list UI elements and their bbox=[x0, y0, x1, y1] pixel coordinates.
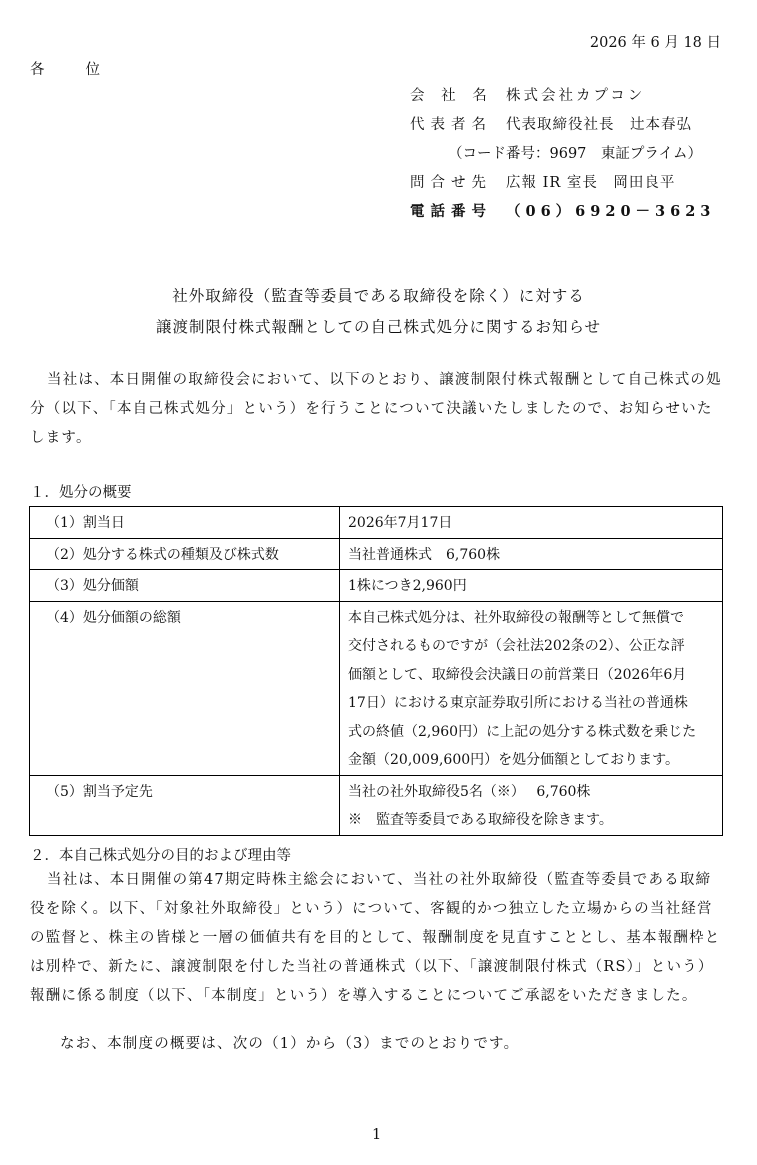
section2-paragraph-2: なお、本制度の概要は、次の（1）から（3）までのとおりです。 bbox=[60, 1036, 520, 1052]
table-row bbox=[30, 775, 723, 835]
table-row bbox=[30, 507, 723, 539]
row-value: 当社普通株式 6,760株 bbox=[340, 538, 723, 570]
section1-heading: １．処分の概要 bbox=[30, 485, 132, 501]
row-value: 2026年7月17日 bbox=[340, 507, 723, 539]
intro-paragraph: 当社は、本日開催の取締役会において、以下のとおり、譲渡制限付株式報酬として自己株式の処分（以下、「本自己株式処分」という）を行うことについて決議いたしましたので、お知らせいたします。 bbox=[30, 372, 722, 446]
row-label: （3）処分価額 bbox=[30, 570, 340, 602]
row-value: 1株につき2,960円 bbox=[340, 570, 723, 602]
document-date: 2026 年 6 月 18 日 bbox=[589, 35, 721, 51]
company-name-label: 会 社 名 bbox=[410, 88, 493, 104]
value-line: 交付されるものですが（会社法202条の2）、公正な評 bbox=[348, 638, 685, 654]
contact-label: 問合せ先 bbox=[410, 175, 492, 191]
value-line: 金額（20,009,600円）を処分価額としております。 bbox=[348, 752, 680, 768]
row-value bbox=[340, 601, 723, 775]
table-row bbox=[30, 570, 723, 602]
phone-label: 電話番号 bbox=[410, 203, 492, 220]
stock-code: （コード番号：9697 東証プライム） bbox=[448, 146, 702, 162]
representative-label: 代表者名 bbox=[410, 117, 492, 133]
title-line-2: 譲渡制限付株式報酬としての自己株式処分に関するお知らせ bbox=[155, 318, 602, 336]
value-line: 当社の社外取締役5名（※） 6,760株 bbox=[348, 783, 591, 800]
page-number: 1 bbox=[372, 1127, 382, 1143]
table-row bbox=[30, 601, 723, 775]
value-line: 式の終値（2,960円）に上記の処分する株式数を乗じた bbox=[348, 723, 697, 740]
value-line: 本自己株式処分は、社外取締役の報酬等として無償で bbox=[348, 609, 684, 626]
table-row bbox=[30, 538, 723, 570]
row-label: （5）割当予定先 bbox=[30, 775, 340, 835]
value-line: 価額として、取締役会決議日の前営業日（2026年6月 bbox=[348, 666, 687, 683]
addressee: 各 位 bbox=[30, 62, 104, 78]
company-info-block bbox=[410, 80, 715, 225]
section2-heading: ２．本自己株式処分の目的および理由等 bbox=[30, 848, 291, 864]
phone-value: （06）6920－3623 bbox=[506, 203, 716, 220]
contact-value: 広報 IR 室長 岡田良平 bbox=[506, 175, 676, 191]
row-label: （1）割当日 bbox=[30, 507, 340, 539]
value-line: 17日）における東京証券取引所における当社の普通株 bbox=[348, 695, 688, 711]
value-line: ※ 監査等委員である取締役を除きます。 bbox=[348, 812, 613, 828]
row-label: （4）処分価額の総額 bbox=[30, 601, 340, 775]
row-value bbox=[340, 775, 723, 835]
section2-paragraph-1: 当社は、本日開催の第47期定時株主総会において、当社の社外取締役（監査等委員である取締役を除く。以下、「対象社外取締役」という）について、客観的かつ独立した立場からの当社経営の監督と、株主の皆様と一層の価値共有を目的として、報酬制度を見直すこととし、基本報酬枠とは別枠で、新たに、譲渡制限を付した当社の普通株式（以下、「譲渡制限付株式（RS）」という）報酬に係る制度（以下、「本制度」という）を導入することについてご承認をいただきました。 bbox=[30, 872, 721, 1004]
disposal-overview-table bbox=[29, 506, 723, 836]
title-line-1: 社外取締役（監査等委員である取締役を除く）に対する bbox=[172, 287, 585, 305]
representative-value: 代表取締役社長 辻本春弘 bbox=[506, 117, 692, 133]
company-name-value: 株式会社カプコン bbox=[506, 88, 646, 104]
row-label: （2）処分する株式の種類及び株式数 bbox=[30, 538, 340, 570]
